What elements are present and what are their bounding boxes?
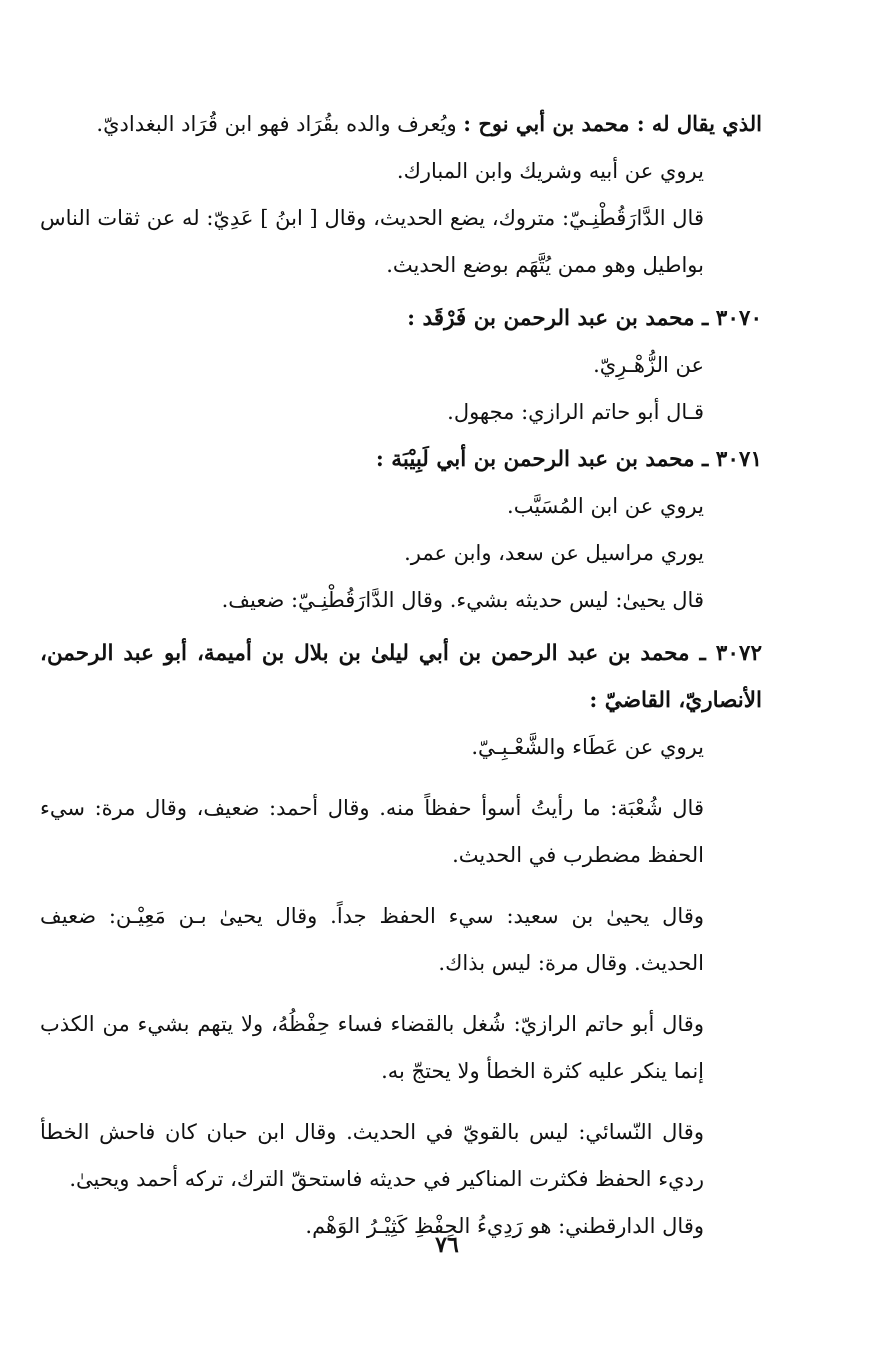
entry-3072-line: يروي عن عَطَاء والشَّعْـبِـيّ. — [471, 735, 704, 759]
intro-line-3: قال الدَّارَقُطْنِـيّ: متروك، يضع الحديث، وقال [ ابنُ ] عَدِيّ: له عن ثقات الناس بواطيل وهو ممن يُتَّهَم بوضع الحديث. — [40, 206, 704, 277]
intro-line-2: يروي عن أبيه وشريك وابن المبارك. — [396, 159, 704, 183]
intro-paragraph — [40, 100, 762, 148]
entry-3072-paragraph: وقال الدارقطني: هو رَدِيءُ الحِفْظِ كَثِيْـرُ الوَهْم. — [305, 1214, 704, 1238]
entry-3072-paragraph: وقال يحيىٰ بن سعيد: سيء الحفظ جداً. وقال يحيىٰ بـن مَعِيْـن: ضعيف الحديث. وقال مرة: ليس بذاك. — [40, 904, 704, 975]
entry-3070-line: قـال أبو حاتم الرازي: مجهول. — [447, 400, 704, 424]
entry-3071-line: يوري مراسيل عن سعد، وابن عمر. — [404, 541, 704, 565]
intro-rest: ويُعرف والده بقُرَاد فهو ابن قُرَاد البغداديّ. — [96, 112, 464, 136]
entry-3070-line: عن الزُّهْـرِيّ. — [593, 353, 704, 377]
entry-3072-paragraph: وقال النّسائي: ليس بالقويّ في الحديث. وقال ابن حبان كان فاحش الخطأ رديء الحفظ فكثرت المناكير في حديثه فاستحقّ الترك، تركه أحمد ويحيىٰ. — [40, 1120, 704, 1191]
page-number: ٧٦ — [435, 1232, 459, 1258]
entry-3072-paragraph: قال شُعْبَة: ما رأيتُ أسوأ حفظاً منه. وقال أحمد: ضعيف، وقال مرة: سيء الحفظ مضطرب في الحديث. — [40, 796, 704, 867]
entry-3072-heading: ٣٠٧٢ ـ محمد بن عبد الرحمن بن أبي ليلىٰ بن بلال بن أميمة، أبو عبد الرحمن، الأنصاريّ، القاضيّ : — [40, 641, 762, 713]
entry-3072-paragraph: وقال أبو حاتم الرازيّ: شُغل بالقضاء فساء حِفْظُهُ، ولا يتهم بشيء من الكذب إنما ينكر عليه كثرة الخطأ ولا يحتجّ به. — [40, 1012, 704, 1083]
entry-3070-heading: ٣٠٧٠ ـ محمد بن عبد الرحمن بن فَرْقَد : — [407, 306, 762, 331]
entry-3071-heading: ٣٠٧١ ـ محمد بن عبد الرحمن بن أبي لَبِيْبَة : — [375, 447, 762, 472]
intro-lead: الذي يقال له : محمد بن أبي نوح : — [463, 111, 762, 136]
page-body — [40, 100, 762, 1250]
entry-3071-line: قال يحيىٰ: ليس حديثه بشيء. وقال الدَّارَقُطْنِـيّ: ضعيف. — [221, 588, 704, 612]
entry-3071-line: يروي عن ابن المُسَيَّب. — [507, 494, 704, 518]
